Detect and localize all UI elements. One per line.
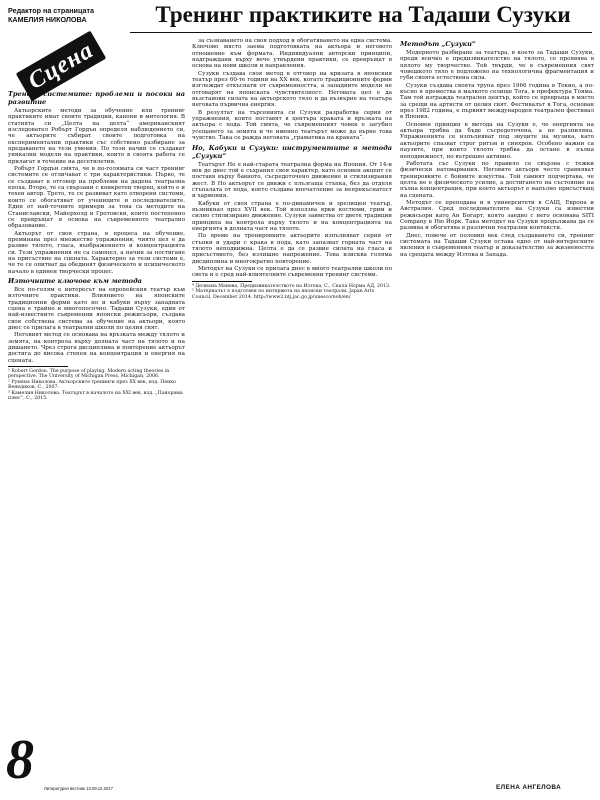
footnote: ³ Камелия Николова. Театърът в началото на XXI век, изд. „Панорама плюс“, С., 2015. <box>8 390 183 402</box>
footnote: ² Румяна Николова. Актьорските тренинги през XX век, изд. Пенко Венедиков, С., 2007. <box>8 379 176 391</box>
footnote-rule <box>192 281 252 282</box>
paragraph: Актьорските методи за обучение или тренинг практиките имат своите традиции, канони и митология. В статията си „Целта на целта“ американският изследовател Робърт Гордън определя наблюдението си, че актьорите събират своите подготовка на експериментални практики със собствено разбиране за предаването на тези умения. По този начин се създават уникални модели на практики, които в своята работа се прилагат в течение на десетилетия. <box>8 108 185 165</box>
section-logo-text: Сцена <box>24 37 98 95</box>
paragraph: Робърт Гордън смята, че в по-голямата си част тренинг системите се отличават с три характеристики. Първо, те се създават в отговор на проблеми на дадена театрална епоха. Второ, те са свързани с конкретен творец, който е и техен автор. Трето, те се развиват като отворени системи, които се обогатяват от учениците и последователите. Един от най-точните примери за това са методите на Станиславски, Майерхолд и Гротовски, които постепенно се превръщат в основа на съвременното театрално образование. <box>8 166 185 230</box>
paragraph: Кабуки от своя страна е по-динамичен и зрелищен театър, възникнал през XVII век. Той използва ярки костюми, грим и силно стилизирано движение. Сузуки заимства от двете традиции принципа на контрола върху тялото и на концентрацията на енергията в долната част на тялото. <box>192 200 392 232</box>
paragraph: Методът на Сузуки се прилага днес в много театрални школи по света и е сред най-влиятелните съвременни тренинг системи. <box>192 266 392 279</box>
paragraph: за съзнаването на своя подход и обогатяването на една система. Ключово място заема подготовката на актьора и неговото отношение към формата. Индивидуални авторски принципи, надграждани върху вече утвърдени практики, се превръщат в основа на нови школи и направления. <box>192 38 392 70</box>
section-heading-2: Източните ключове към метода <box>8 276 142 285</box>
footnotes-1 <box>8 369 185 401</box>
column-2 <box>192 38 392 786</box>
footnote: ⁵ Материалът е подготвен по интервюта на японски театрали. Japan Arts Council, December 2014. http://www2.ntj.jac.go.jp/unesco/noh/en/ <box>192 289 375 300</box>
paragraph: Работата със Сузуки по правило се свързва с тежки физически натоварвания. Неговите актьори често сравняват тренировките с бойните изкуства. Той самият подчертава, че целта не е физическото усилие, а достигането на състояние на пълна концентрация, при което актьорът е напълно присъстващ на сцената. <box>400 160 594 199</box>
paragraph: Актьорът от своя страна, в процеса на обучение, преминава през множество упражнения, чиято цел е да развие тялото, гласа, въображението и концентрацията си. Тези упражнения не са самоцел, а начин за постигане на присъствие на сцената. Характерно за тези системи е, че те се опитват да обединят физическото и психическото начало в единен творчески процес. <box>8 230 185 275</box>
paragraph: Основен принцип в метода на Сузуки е, че енергията на актьора трябва да бъде съсредоточена, а не разпиляна. Упражненията се изпълняват под звуците на музика, като актьорите спазват строг ритъм и синхрон. Особено важни са паузите, при които тялото трябва да остане в пълна неподвижност, но вътрешно активно. <box>400 121 594 160</box>
paragraph: Неговият метод се основава на връзката между тялото и земята, на контрола върху долната част на тялото и на дишането. Чрез строга дисциплина и повторение актьорът достига до висока степен на концентрация и енергия на сцената. <box>8 332 185 364</box>
column-3 <box>400 38 594 783</box>
footnote: ¹ Robert Gordon. The purpose of playing. Modern acting theories in perspective. The University of Michigan Press, Michigan, 2006. <box>8 369 170 380</box>
editor-label: Редактор на страницата <box>8 6 94 15</box>
paragraph: Театърът Но е най-старата театрална форма на Япония. От 14-и век до днес той е съхранил своя характер, като основен акцент се поставя върху бавното, съсредоточено движение и стилизирания жест. В Но актьорът се движи с плъзгаща стъпка, без да отделя стъпалата от пода, което създава впечатление за непрекъснатост и хармония. <box>192 161 392 200</box>
section-heading-3: Но, Кабуки и Сузуки: инструментите в метода „Сузуки“ <box>192 143 392 160</box>
paragraph: Все по-голям е интересът на европейския театър към източните практики. Влиянието на японските традиционни форми като но и кабуки върху западната сцена е трайно и многопосочно. Тадаши Сузуки, един от най-известните съвременни японски режисьори, създава своя собствена система за обучение на актьори, която днес се прилага в театрални школи по целия свят. <box>8 286 185 331</box>
paragraph: Сузуки създава своя метод в отговор на кризата в японския театър през 60-те години на XX век, когато традиционните форми изглеждат откъснати от съвременността, а западните модели не отговарят на японската чувствителност. Неговата цел е да възстанови силата на актьорското тяло и да възвърне на театъра неговата първична енергия. <box>192 70 392 109</box>
section-heading-4: Методът „Сузуки“ <box>400 40 476 48</box>
article-author: ЕЛЕНА АНГЕЛОВА <box>496 784 562 791</box>
article-title: Тренинг практиките на Тадаши Сузуки <box>155 2 571 27</box>
publication-info: Литературен вестник 13.09.12.2017 <box>44 786 113 791</box>
paragraph: Методът се преподава и в университети в САЩ, Европа и Австралия. Сред последователите на Сузуки са известни режисьори като Ан Богарт, която заедно с него основава SITI Company в Ню Йорк. Така методът на Сузуки продължава да се развива и обогатява в различни театрални контексти. <box>400 199 594 232</box>
section-heading-1: Тренинг системите: проблеми и посоки на развитие <box>8 90 185 106</box>
column-1 <box>8 88 185 733</box>
footnote-rule <box>8 366 68 367</box>
paragraph: Сузуки създава своята трупа през 1966 година в Токио, а по-късно я премества в малкото селище Тога, в префектура Тояма. Там той изгражда театрален център, който се превръща в място за срещи на артисти от целия свят. Фестивалът в Тога, основан през 1982 година, е първият международен театрален фестивал в Япония. <box>400 82 594 121</box>
paragraph: Днес, повече от половин век след създаването си, тренинг системата на Тадаши Сузуки остава едно от най-интересните явления в съвременния театър и доказателство за жизнеността на срещата между Изтока и Запада. <box>400 232 594 258</box>
editor-name: КАМЕЛИЯ НИКОЛОВА <box>8 15 87 24</box>
page-editor-credit <box>8 6 128 24</box>
footnotes-2 <box>192 284 392 300</box>
page-number: 8 <box>6 729 34 791</box>
title-rule <box>130 32 592 33</box>
paragraph: В резултат на търсенията си Сузуки разработва серия от упражнения, които поставят в центъра краката и връзката на актьора с пода. Той смята, че съвременният човек е загубил усещането за земята и че именно театърът може да върне това чувство. Така се ражда неговата „граматика на краката“. <box>192 109 392 142</box>
footnote: ⁴ Делиана Манева, Предизвикателството на Изтока, С., Скала Норма АД, 2013. <box>192 283 391 289</box>
paragraph: По време на тренировките актьорите изпълняват серия от стъпки и удари с крака в пода, като запазват горната част на тялото неподвижна. Целта е да се развие силата на гласа и присъствието, без излишно напрежение. Това изисква голяма дисциплина и многократно повторение. <box>192 233 392 265</box>
paragraph: Модерното разбиране за театъра, в което за Тадаши Сузуки, преди всичко е предизвикателство на тялото, се проявява в цялото му творчество. Той твърди, че в съвременния свят човешкото тяло е подложено на технологична фрагментация и губи своята естествена сила. <box>400 50 594 82</box>
